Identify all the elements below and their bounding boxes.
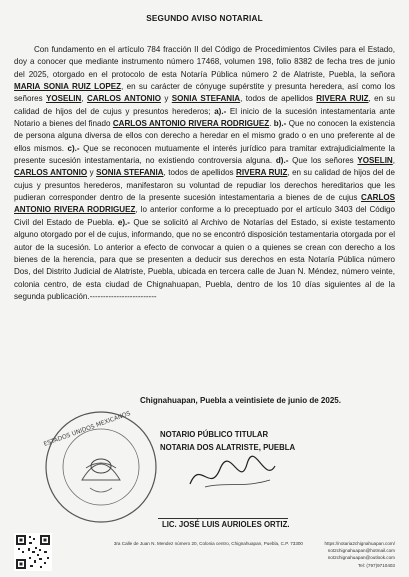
notary-name: LIC. JOSÉ LUIS AURIOLES ORTIZ. — [162, 520, 290, 529]
text-run: , todos de apellidos — [240, 94, 317, 104]
notary-title-block — [160, 428, 295, 454]
text-run: Con fundamento en el artículo 784 fracción II del Código de Procedimientos Civiles para el Estado, doy a conocer que mediante instrumento número 17468, volumen 198, folio 8382 de fecha tres de junio del 2025, otorgado en el protocolo de esta Notaría Pública número 2 de Alatriste, Puebla, la señora — [14, 45, 395, 79]
footer-address: 3ra Calle de Juan N. Mendez número 20, Colonia centro, Chignahuapan, Puebla, C.P. 73300 — [113, 541, 303, 546]
emphasized-text-run: MARIA SONIA RUIZ LOPEZ — [14, 82, 121, 92]
text-run: Que se solicitó al Archivo de Notarías del Estado, si existe testamento alguno otorgado por el de cujus, informando, que no se encontró disposición testamentaria otorgada por el autor de la sucesión. Lo anterior a efecto de convocar a quien o a quienes se crean con derecho a los bienes de la herencia, para que se presenten a deducir sus derechos en esta Notaría Pública número Dos, del Distrito Judicial de Alatriste, Puebla, ubicada en tercera calle de Juan N. Méndez, número veinte, colonia centro, de esta ciudad de Chignahuapan, Puebla, dentro de los 10 días siguientes al de la segunda publicación.------------------------- — [14, 217, 395, 301]
handwritten-signature-icon — [185, 454, 280, 494]
qr-code-icon — [14, 533, 52, 571]
text-run: , — [81, 94, 87, 104]
notary-title-line1: NOTARIO PÚBLICO TITULAR — [160, 430, 269, 439]
document-title: SEGUNDO AVISO NOTARIAL — [146, 14, 263, 23]
text-run: Que los señores — [288, 156, 358, 166]
emphasized-text-run: e).- — [117, 217, 130, 227]
footer-email-outlook[interactable]: not2chignahuapan@outlook.com — [327, 555, 395, 561]
emphasized-text-run: CARLOS ANTONIO RIVERA RODRIGUEZ — [14, 193, 395, 215]
text-run: , lo anterior conforme a lo preceptuado por el artículo 3403 del Código Civil del Estado de Puebla. — [14, 205, 395, 227]
emphasized-text-run: RIVERA RUIZ — [236, 168, 288, 178]
emphasized-text-run: CARLOS ANTONIO — [14, 168, 88, 178]
notice-body — [14, 44, 395, 303]
footer-phone: Tel: (797)9710403 — [357, 562, 395, 568]
text-run: Que no conocen la existencia de persona alguna diversa de ellos con derecho a heredar en el mismo grado o en uno preferente al de ellos mismos. — [14, 119, 395, 153]
text-run: , en su calidad de hijos del de cujus y presuntos herederos; — [14, 94, 395, 116]
svg-text:ESTADOS UNIDOS MEXICANOS: ESTADOS UNIDOS MEXICANOS — [42, 409, 132, 448]
notary-seal-icon — [42, 408, 160, 526]
notary-title-line2: NOTARIA DOS ALATRISTE, PUEBLA — [160, 443, 296, 452]
emphasized-text-run: YOSELIN — [46, 94, 82, 104]
place-and-date: Chignahuapan, Puebla a veintisiete de junio de 2025. — [140, 396, 341, 405]
footer-website[interactable]: https://notaria2chignahuapan.com/ — [324, 541, 395, 546]
notice-paragraph — [14, 44, 395, 303]
text-run: , en su calidad de hijos del de cujus y presuntos herederos, manifestaron su voluntad de repudiar los derechos hereditarios que les pudieran corresponder dentro de la presente sucesión intestamentaria a bienes de de cujus — [14, 168, 396, 203]
text-run: . — [269, 119, 274, 129]
emphasized-text-run: CARLOS ANTONIO RIVERA RODRIGUEZ — [112, 119, 270, 129]
text-run: , — [392, 156, 395, 166]
text-run: El inicio de la sucesión intestamentaria ante Notario a bienes del finado — [14, 106, 395, 129]
emphasized-text-run: c).- — [67, 143, 80, 153]
text-run: , en su carácter de cónyuge supérstite y presunta heredera, así como los señores — [14, 82, 395, 104]
emphasized-text-run: a).- — [214, 106, 227, 116]
emphasized-text-run: SONIA STEFANIA — [96, 168, 164, 178]
footer-contact — [113, 540, 396, 569]
emphasized-text-run: d).- — [275, 156, 289, 166]
text-run: y — [160, 94, 172, 104]
emphasized-text-run: b).- — [273, 119, 287, 129]
emphasized-text-run: CARLOS ANTONIO — [86, 94, 161, 104]
text-run: , todos de apellidos — [163, 168, 237, 178]
text-run: y — [87, 168, 97, 178]
emphasized-text-run: SONIA STEFANIA — [171, 94, 241, 104]
emphasized-text-run: YOSELIN — [357, 156, 393, 166]
text-run: Que se reconocen mutuamente el interés jurídico para tramitar extrajudicialmente la presente sucesión intestamentaria, no existiendo controversia alguna. — [14, 143, 395, 166]
footer-email-hotmail[interactable]: not2chignahuapan@hotmail.com — [327, 548, 395, 554]
signature-line — [158, 518, 288, 519]
emphasized-text-run: RIVERA RUIZ — [316, 94, 369, 104]
